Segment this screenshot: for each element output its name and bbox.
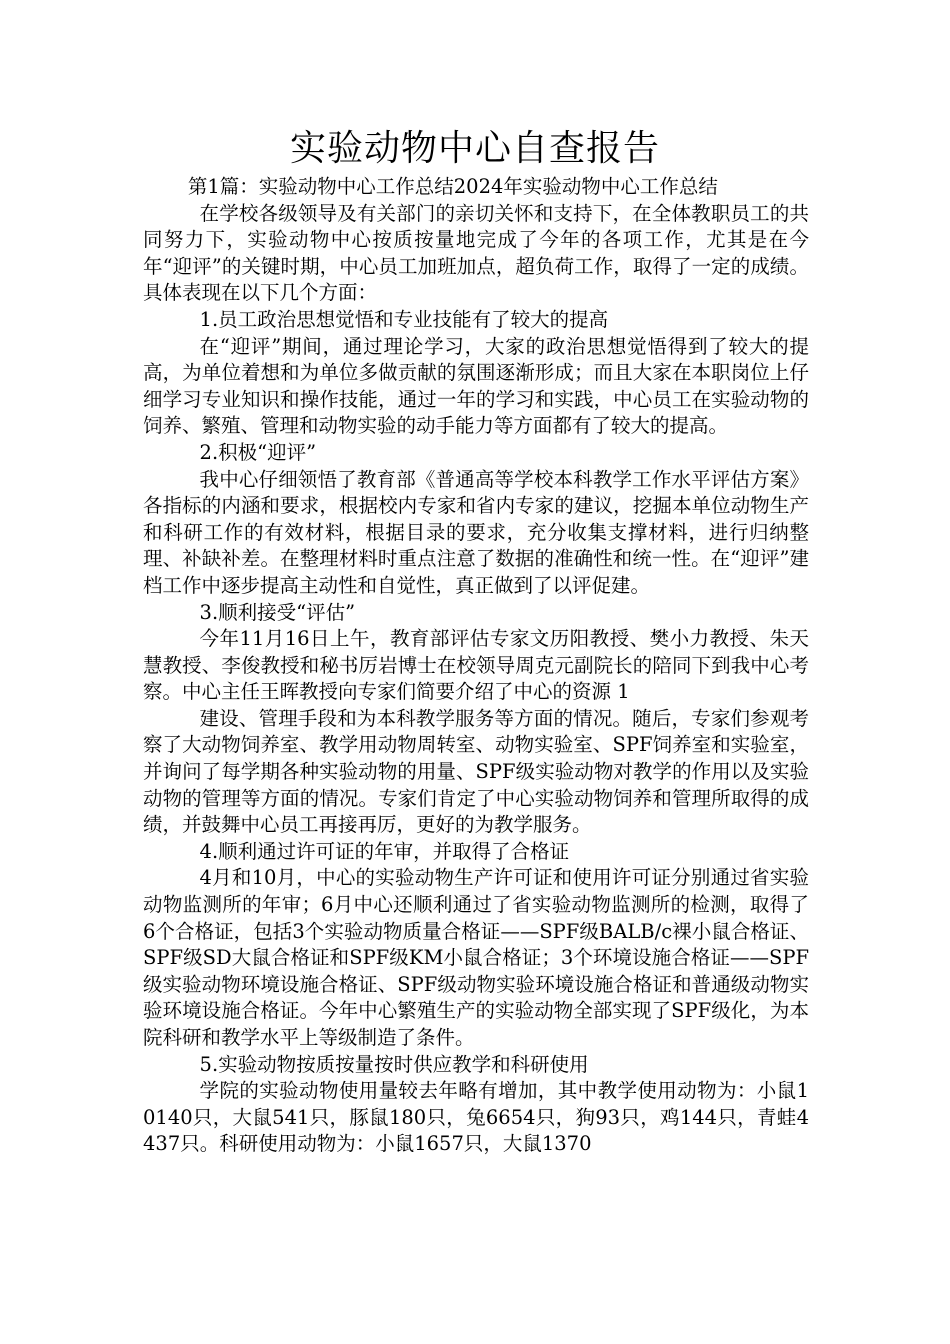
paragraph-chapter-heading: 第1篇：实验动物中心工作总结2024年实验动物中心工作总结	[187, 175, 718, 198]
section-heading-3: 3.顺利接受“评估”	[199, 600, 356, 624]
section-heading-2: 2.积极“迎评”	[199, 440, 317, 464]
section-heading-5: 5.实验动物按质按量按时供应教学和科研使用	[199, 1052, 589, 1076]
paragraph-section-2: 我中心仔细领悟了教育部《普通高等学校本科教学工作水平评估方案》各指标的内涵和要求，根据校内专家和省内专家的建议，挖掘本单位动物生产和科研工作的有效材料，根据目录的要求，充分收集支撑材料，进行归纳整理、补缺补差。在整理材料时重点注意了数据的准确性和统一性。在“迎评”建档工作中逐步提高主动性和自觉性，真正做到了以评促建。	[143, 467, 809, 597]
section-heading-4: 4.顺利通过许可证的年审，并取得了合格证	[199, 839, 570, 863]
paragraph-intro: 在学校各级领导及有关部门的亲切关怀和支持下，在全体教职员工的共同努力下，实验动物中心按质按量地完成了今年的各项工作，尤其是在今年“迎评”的关键时期，中心员工加班加点，超负荷工作，取得了一定的成绩。具体表现在以下几个方面：	[143, 201, 809, 305]
document-title: 实验动物中心自查报告	[289, 128, 660, 169]
paragraph-section-3b: 建设、管理手段和为本科教学服务等方面的情况。随后，专家们参观考察了大动物饲养室、教学用动物周转室、动物实验室、SPF饲养室和实验室，并询问了每学期各种实验动物的用量、SPF级实验动物对教学的作用以及实验动物的管理等方面的情况。专家们肯定了中心实验动物饲养和管理所取得的成绩，并鼓舞中心员工再接再厉，更好的为教学服务。	[143, 706, 809, 837]
section-heading-1: 1.员工政治思想觉悟和专业技能有了较大的提高	[199, 307, 609, 331]
paragraph-section-3a: 今年11月16日上午，教育部评估专家文历阳教授、樊小力教授、朱天慧教授、李俊教授和秘书厉岩博士在校领导周克元副院长的陪同下到我中心考察。中心主任王晖教授向专家们简要介绍了中心的资源 1	[143, 627, 809, 704]
paragraph-section-5: 学院的实验动物使用量较去年略有增加，其中教学使用动物为：小鼠10140只，大鼠541只，豚鼠180只，兔6654只，狗93只，鸡144只，青蛙4437只。科研使用动物为：小鼠1657只，大鼠1370	[143, 1079, 809, 1156]
paragraph-section-4: 4月和10月，中心的实验动物生产许可证和使用许可证分别通过省实验动物监测所的年审；6月中心还顺利通过了省实验动物监测所的检测，取得了6个合格证，包括3个实验动物质量合格证——SPF级BALB/c裸小鼠合格证、SPF级SD大鼠合格证和SPF级KM小鼠合格证；3个环境设施合格证——SPF级实验动物环境设施合格证、SPF级动物实验环境设施合格证和普通级动物实验环境设施合格证。今年中心繁殖生产的实验动物全部实现了SPF级化，为本院科研和教学水平上等级制造了条件。	[143, 866, 809, 1049]
paragraph-section-1: 在“迎评”期间，通过理论学习，大家的政治思想觉悟得到了较大的提高，为单位着想和为单位多做贡献的氛围逐渐形成；而且大家在本职岗位上仔细学习专业知识和操作技能，通过一年的学习和实践，中心员工在实验动物的饲养、繁殖、管理和动物实验的动手能力等方面都有了较大的提高。	[143, 334, 809, 438]
document-body	[143, 174, 809, 1158]
